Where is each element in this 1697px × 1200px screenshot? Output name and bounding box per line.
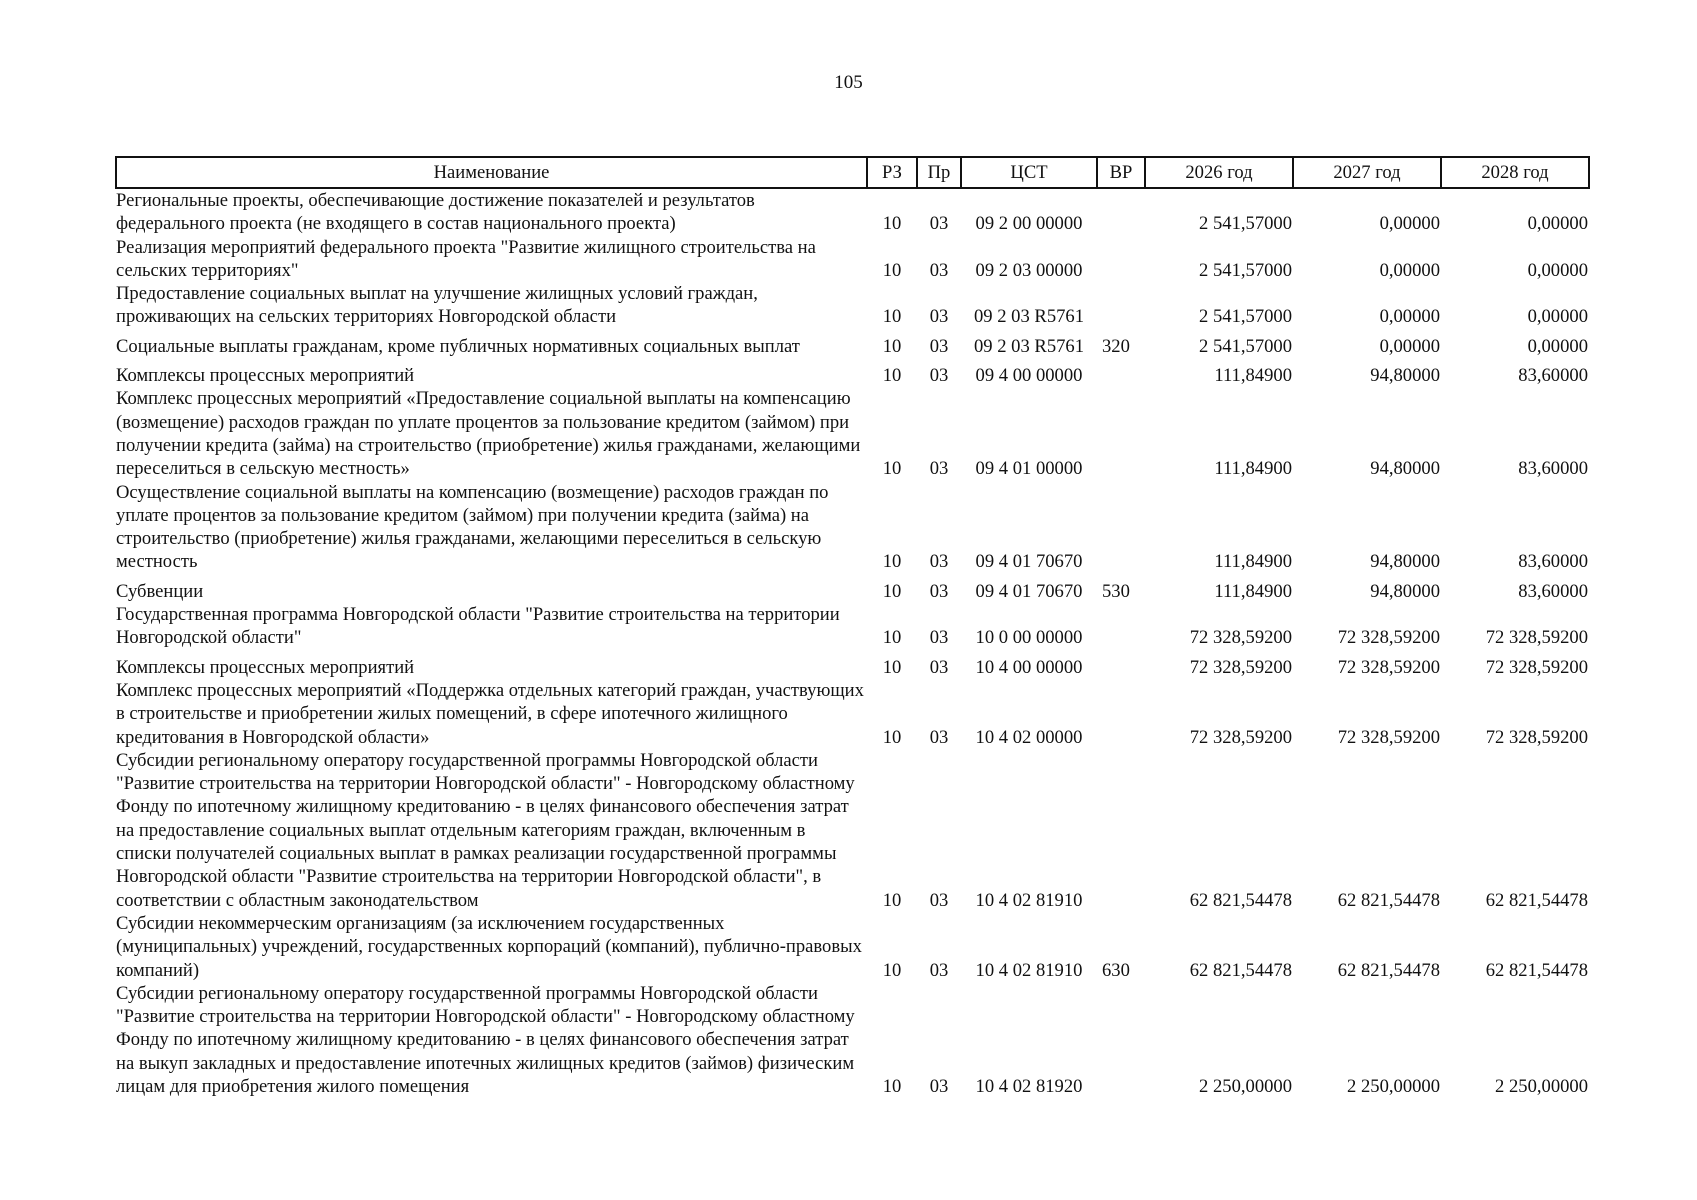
row-2028: 0,00000 — [1527, 335, 1588, 357]
table-row — [116, 650, 1589, 679]
row-vr — [1097, 282, 1145, 329]
row-2028: 62 821,54478 — [1485, 889, 1588, 911]
row-rz: 10 — [882, 580, 902, 602]
row-2026: 72 328,59200 — [1189, 726, 1292, 748]
row-rz: 10 — [882, 726, 902, 748]
row-name: Субсидии некоммерческим организациям (за исключением государственных (муниципальных) учреждений, государственных корпораций (компаний), публично-правовых компаний) — [116, 912, 862, 981]
row-2026: 111,84900 — [1214, 365, 1292, 387]
row-2028: 83,60000 — [1518, 365, 1588, 387]
row-pr: 03 — [929, 259, 949, 281]
table-row — [116, 749, 1589, 912]
row-2027: 0,00000 — [1379, 335, 1440, 357]
row-name: Региональные проекты, обеспечивающие достижение показателей и результатов федерального проекта (не входящего в состав национального проекта) — [116, 190, 755, 235]
table-header — [116, 157, 1589, 188]
row-vr — [1097, 358, 1145, 387]
row-vr: 630 — [1102, 959, 1130, 981]
header-2027: 2027 год — [1293, 157, 1441, 188]
row-vr — [1097, 236, 1145, 283]
row-2028: 83,60000 — [1518, 551, 1588, 573]
row-2028: 72 328,59200 — [1485, 726, 1588, 748]
row-2028: 83,60000 — [1518, 458, 1588, 480]
row-rz: 10 — [882, 335, 902, 357]
row-pr: 03 — [929, 656, 949, 678]
row-cst: 09 2 00 00000 — [975, 213, 1083, 235]
row-pr: 03 — [929, 889, 949, 911]
header-rz: РЗ — [867, 157, 917, 188]
row-name: Комплексы процессных мероприятий — [116, 365, 415, 387]
row-vr — [1097, 603, 1145, 650]
row-2027: 94,80000 — [1370, 580, 1440, 602]
row-pr: 03 — [929, 306, 949, 328]
row-2027: 94,80000 — [1370, 458, 1440, 480]
row-rz: 10 — [882, 889, 902, 911]
row-2027: 94,80000 — [1370, 365, 1440, 387]
row-cst: 09 4 01 70670 — [975, 580, 1083, 602]
row-2026: 111,84900 — [1214, 580, 1292, 602]
table-body — [116, 188, 1589, 1098]
row-cst: 09 4 01 00000 — [975, 458, 1083, 480]
row-2027: 0,00000 — [1379, 306, 1440, 328]
row-2027: 62 821,54478 — [1337, 959, 1440, 981]
header-2028: 2028 год — [1441, 157, 1589, 188]
row-rz: 10 — [882, 627, 902, 649]
header-vr: ВР — [1097, 157, 1145, 188]
row-name: Государственная программа Новгородской области "Развитие строительства на территории Новгородской области" — [116, 604, 840, 649]
table-row — [116, 481, 1589, 574]
table-row — [116, 982, 1589, 1098]
header-name: Наименование — [116, 157, 867, 188]
row-name: Комплекс процессных мероприятий «Поддержка отдельных категорий граждан, участвующих в строительстве и приобретении жилых помещений, в сфере ипотечного жилищного кредитования в Новгородской области» — [116, 679, 864, 748]
row-pr: 03 — [929, 580, 949, 602]
row-2027: 0,00000 — [1379, 213, 1440, 235]
row-2026: 72 328,59200 — [1189, 627, 1292, 649]
row-pr: 03 — [929, 726, 949, 748]
row-2026: 2 541,57000 — [1199, 335, 1292, 357]
row-cst: 09 2 03 R5761 — [973, 306, 1085, 328]
row-2028: 72 328,59200 — [1485, 627, 1588, 649]
row-pr: 03 — [929, 213, 949, 235]
row-name: Социальные выплаты гражданам, кроме публичных нормативных социальных выплат — [116, 335, 800, 357]
row-name: Реализация мероприятий федерального проекта "Развитие жилищного строительства на сельских территориях" — [116, 236, 816, 281]
row-vr — [1097, 387, 1145, 480]
row-name: Субсидии региональному оператору государственной программы Новгородской области "Развитие строительства на территории Новгородской области" - Новгородскому областному Фонду по ипотечному жилищному кредитованию - в целях финансового обеспечения затрат на выкуп закладных и предоставление ипотечных жилищных кредитов (займов) физическим лицам для приобретения жилого помещения — [116, 982, 855, 1097]
row-name: Осуществление социальной выплаты на компенсацию (возмещение) расходов граждан по уплате процентов за пользование кредитом (займом) при получении кредита (займа) на строительство (приобретение) жилья гражданами, желающими переселиться в сельскую местность — [116, 481, 829, 573]
row-rz: 10 — [882, 213, 902, 235]
row-cst: 10 4 02 00000 — [975, 726, 1083, 748]
row-name: Комплекс процессных мероприятий «Предоставление социальной выплаты на компенсацию (возмещение) расходов граждан по уплате процентов за пользование кредитом (займом) при получении кредита (займа) на строительство (приобретение) жилья гражданами, желающими переселиться в сельскую местность» — [116, 388, 861, 480]
row-2027: 72 328,59200 — [1337, 726, 1440, 748]
row-vr — [1097, 982, 1145, 1098]
table-row — [116, 329, 1589, 358]
row-2027: 94,80000 — [1370, 551, 1440, 573]
row-pr: 03 — [929, 551, 949, 573]
row-cst: 10 4 02 81910 — [975, 959, 1083, 981]
row-vr: 530 — [1102, 580, 1130, 602]
table-row — [116, 188, 1589, 236]
row-2028: 62 821,54478 — [1485, 959, 1588, 981]
row-2028: 0,00000 — [1527, 306, 1588, 328]
row-name: Комплексы процессных мероприятий — [116, 656, 415, 678]
row-rz: 10 — [882, 259, 902, 281]
table-row — [116, 387, 1589, 480]
row-2026: 111,84900 — [1214, 551, 1292, 573]
row-pr: 03 — [929, 335, 949, 357]
budget-table — [115, 156, 1590, 1098]
row-2026: 72 328,59200 — [1189, 656, 1292, 678]
row-2027: 72 328,59200 — [1337, 627, 1440, 649]
row-2027: 2 250,00000 — [1347, 1075, 1440, 1097]
row-rz: 10 — [882, 959, 902, 981]
row-2028: 72 328,59200 — [1485, 656, 1588, 678]
row-cst: 09 4 01 70670 — [975, 551, 1083, 573]
row-rz: 10 — [882, 306, 902, 328]
header-row — [116, 157, 1589, 188]
row-pr: 03 — [929, 1075, 949, 1097]
row-2028: 83,60000 — [1518, 580, 1588, 602]
row-2026: 111,84900 — [1214, 458, 1292, 480]
row-2026: 2 250,00000 — [1199, 1075, 1292, 1097]
row-vr — [1097, 650, 1145, 679]
row-rz: 10 — [882, 458, 902, 480]
row-2028: 0,00000 — [1527, 259, 1588, 281]
table-row — [116, 603, 1589, 650]
row-cst: 10 4 02 81920 — [975, 1075, 1083, 1097]
table-row — [116, 574, 1589, 603]
row-cst: 10 4 02 81910 — [975, 889, 1083, 911]
row-rz: 10 — [882, 551, 902, 573]
row-rz: 10 — [882, 1075, 902, 1097]
table-row — [116, 679, 1589, 749]
header-2026: 2026 год — [1145, 157, 1293, 188]
header-cst: ЦСТ — [961, 157, 1097, 188]
row-name: Предоставление социальных выплат на улучшение жилищных условий граждан, проживающих на сельских территориях Новгородской области — [116, 283, 758, 328]
row-pr: 03 — [929, 959, 949, 981]
row-2027: 0,00000 — [1379, 259, 1440, 281]
header-pr: Пр — [917, 157, 961, 188]
row-2028: 2 250,00000 — [1495, 1075, 1588, 1097]
row-vr — [1097, 188, 1145, 236]
table-row — [116, 236, 1589, 283]
row-pr: 03 — [929, 458, 949, 480]
row-2028: 0,00000 — [1527, 213, 1588, 235]
row-cst: 10 4 00 00000 — [975, 656, 1083, 678]
row-2026: 2 541,57000 — [1199, 306, 1292, 328]
row-cst: 09 2 03 R5761 — [973, 335, 1085, 357]
row-vr — [1097, 749, 1145, 912]
row-2026: 2 541,57000 — [1199, 259, 1292, 281]
row-2026: 2 541,57000 — [1199, 213, 1292, 235]
row-vr — [1097, 481, 1145, 574]
row-name: Субвенции — [116, 580, 204, 602]
row-pr: 03 — [929, 365, 949, 387]
row-2026: 62 821,54478 — [1189, 959, 1292, 981]
page-number: 105 — [834, 72, 863, 93]
row-cst: 09 2 03 00000 — [975, 259, 1083, 281]
row-2026: 62 821,54478 — [1189, 889, 1292, 911]
row-vr: 320 — [1102, 335, 1130, 357]
row-rz: 10 — [882, 365, 902, 387]
row-rz: 10 — [882, 656, 902, 678]
row-cst: 09 4 00 00000 — [975, 365, 1083, 387]
table-row — [116, 358, 1589, 387]
row-2027: 72 328,59200 — [1337, 656, 1440, 678]
table-row — [116, 912, 1589, 982]
row-cst: 10 0 00 00000 — [975, 627, 1083, 649]
table-row — [116, 282, 1589, 329]
row-pr: 03 — [929, 627, 949, 649]
row-vr — [1097, 679, 1145, 749]
row-name: Субсидии региональному оператору государственной программы Новгородской области "Развитие строительства на территории Новгородской области" - Новгородскому областному Фонду по ипотечному жилищному кредитованию - в целях финансового обеспечения затрат на предоставление социальных выплат отдельным категориям граждан, включенным в списки получателей социальных выплат в рамках реализации государственной программы Новгородской области "Развитие строительства на территории Новгородской области", в соответствии с областным законодательством — [116, 749, 855, 911]
row-2027: 62 821,54478 — [1337, 889, 1440, 911]
